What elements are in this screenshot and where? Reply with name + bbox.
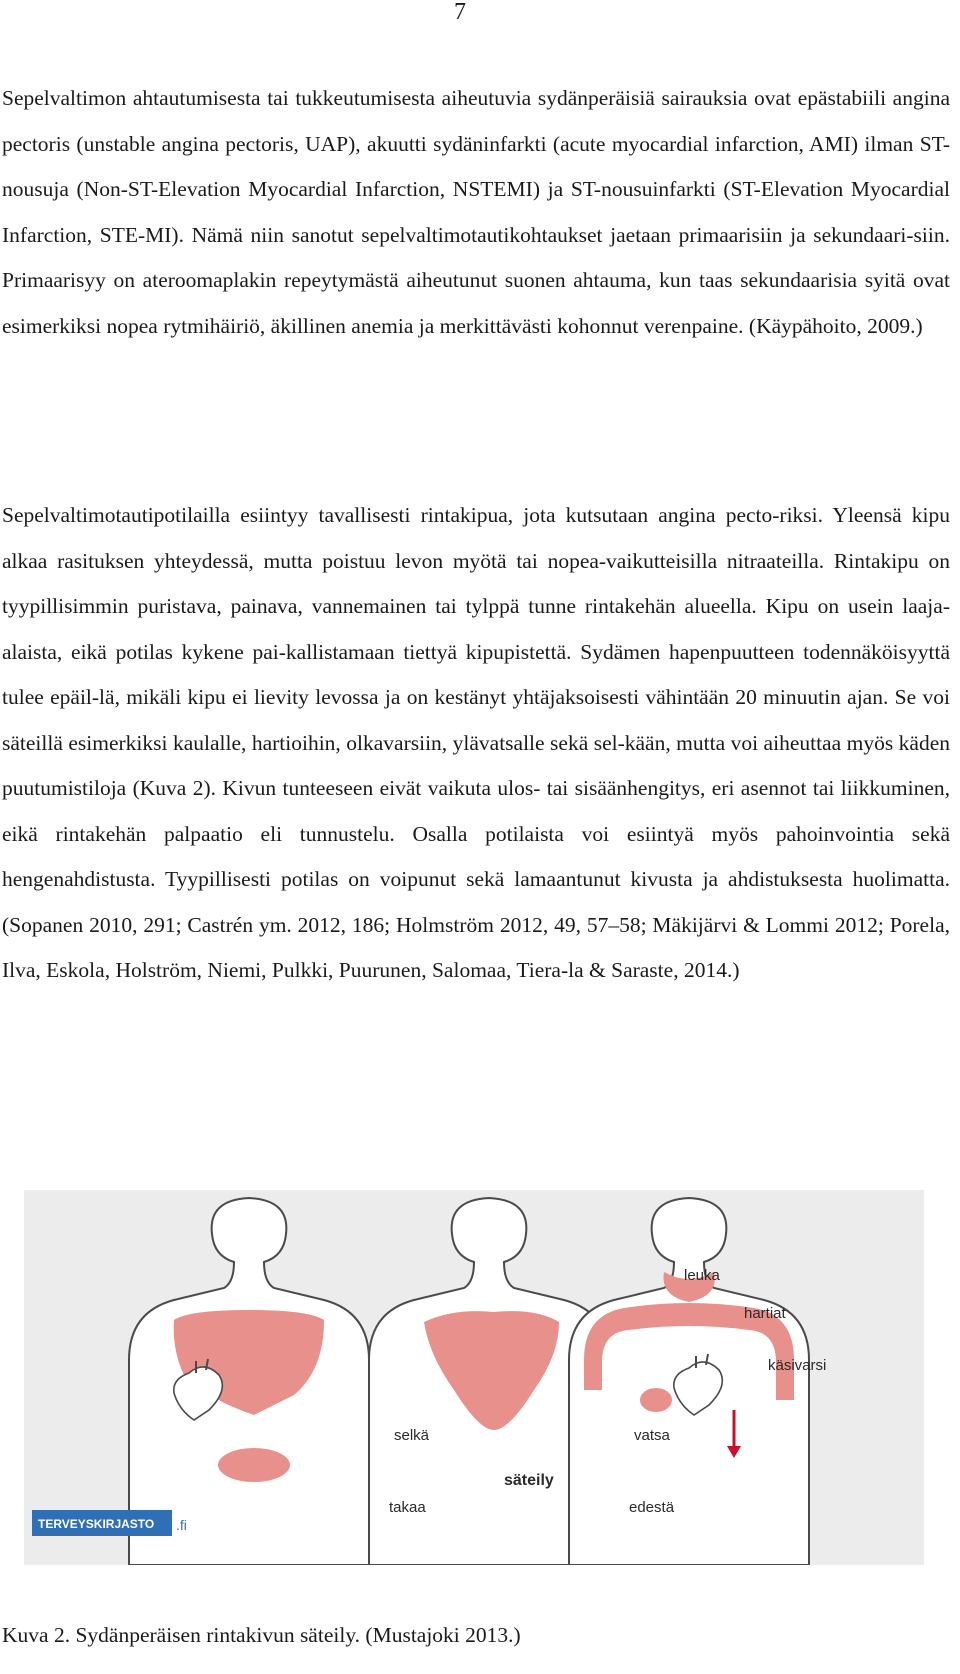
svg-text:TERVEYSKIRJASTO: TERVEYSKIRJASTO xyxy=(38,1517,155,1531)
label-vatsa: vatsa xyxy=(634,1427,670,1444)
stomach-pain-area xyxy=(218,1448,290,1482)
label-hartiat: hartiat xyxy=(744,1305,786,1322)
terveyskirjasto-logo xyxy=(32,1510,187,1536)
label-edesta: edestä xyxy=(629,1499,675,1516)
page-number: 7 xyxy=(454,0,466,25)
chest-pain-radiation-figure xyxy=(24,1190,924,1565)
figure-caption: Kuva 2. Sydänperäisen rintakivun säteily. (Mustajoki 2013.) xyxy=(2,1623,521,1647)
label-sateily: säteily xyxy=(504,1472,554,1489)
paragraph-1: Sepelvaltimon ahtautumisesta tai tukkeutumisesta aiheutuvia sydänperäisiä sairauksia ovat epästabiili angina pectoris (unstable angina pectoris, UAP), akuutti sydäninfarkti (acute myocardial infarction, AMI) ilman ST-nousuja (Non-ST-Elevation Myocardial Infarction, NSTEMI) ja ST-nousuinfarkti (ST-Elevation Myocardial Infarction, STE-MI). Nämä niin sanotut sepelvaltimotautikohtaukset jaetaan primaarisiin ja sekundaari-siin. Primaarisyy on ateroomaplakin repeytymästä aiheutunut suonen ahtauma, kun taas sekundaarisia syitä ovat esimerkiksi nopea rytmihäiriö, äkillinen anemia ja merkittävästi kohonnut verenpaine. (Käypähoito, 2009.) xyxy=(2,86,950,338)
upper-stomach-pain-area xyxy=(640,1388,672,1412)
label-leuka: leuka xyxy=(684,1267,720,1284)
svg-text:.fi: .fi xyxy=(176,1517,187,1533)
label-selka: selkä xyxy=(394,1427,430,1444)
paragraph-2: Sepelvaltimotautipotilailla esiintyy tavallisesti rintakipua, jota kutsutaan angina pecto-riksi. Yleensä kipu alkaa rasituksen yhteydessä, mutta poistuu levon myötä tai nopea-vaikutteisilla nitraateilla. Rintakipu on tyypillisimmin puristava, painava, vannemainen tai tylppä tunne rintakehän alueella. Kipu on usein laaja-alaista, eikä potilas kykene pai-kallistamaan tiettyä kipupistettä. Sydämen hapenpuutteen todennäköisyyttä tulee epäil-lä, mikäli kipu ei lievity levossa ja on kestänyt yhtäjaksoisesti vähintään 20 minuutin ajan. Se voi säteillä esimerkiksi kaulalle, hartioihin, olkavarsiin, ylävatsalle sekä sel-kään, mutta voi aiheuttaa myös käden puutumistiloja (Kuva 2). Kivun tunteeseen eivät vaikuta ulos- tai sisäänhengitys, eri asennot tai liikkuminen, eikä rintakehän palpaatio eli tunnustelu. Osalla potilaista voi esiintyä myös pahoinvointia sekä hengenahdistusta. Tyypillisesti potilas on voipunut sekä lamaantunut kivusta ja ahdistuksesta huolimatta. (Sopanen 2010, 291; Castrén ym. 2012, 186; Holmström 2012, 49, 57–58; Mäkijärvi & Lommi 2012; Porela, Ilva, Eskola, Holström, Niemi, Pulkki, Puurunen, Salomaa, Tiera-la & Saraste, 2014.) xyxy=(2,503,950,982)
label-takaa: takaa xyxy=(389,1499,426,1516)
label-kasivarsi: käsivarsi xyxy=(768,1357,827,1374)
